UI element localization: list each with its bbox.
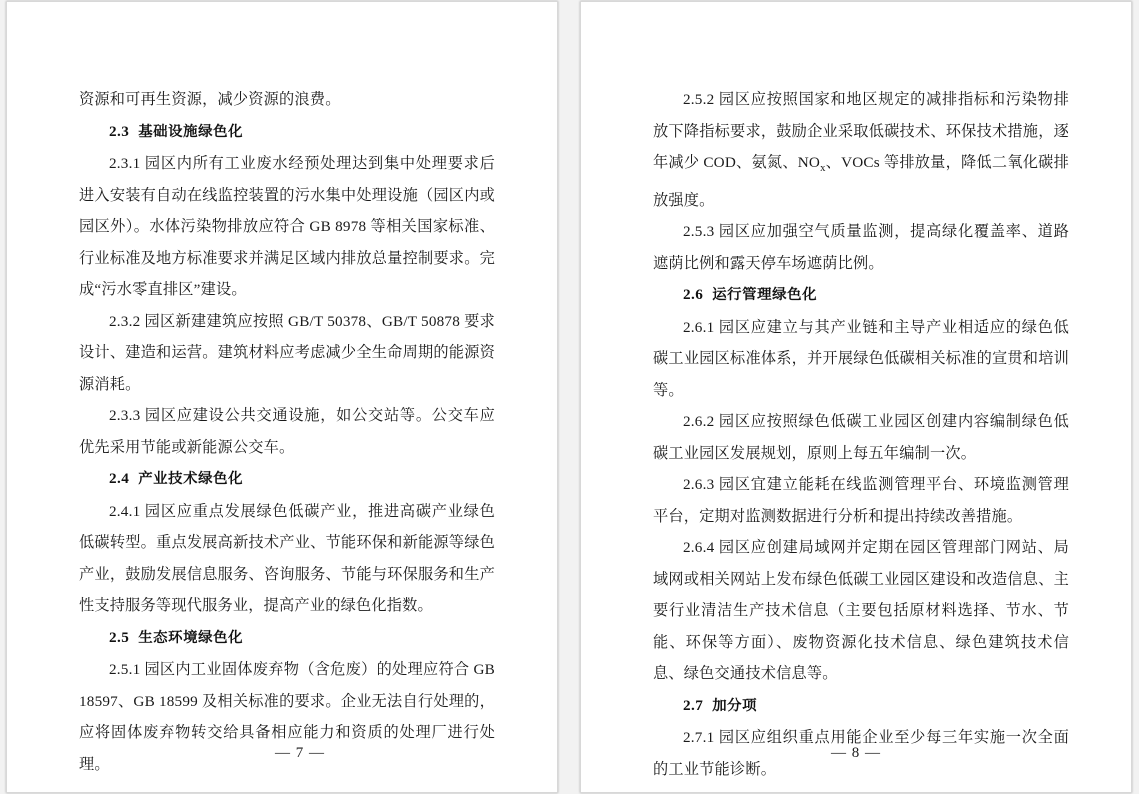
page-7-body — [79, 84, 495, 773]
paragraph: 2.4.1 园区应重点发展绿色低碳产业，推进高碳产业绿色低碳转型。重点发展高新技术产业、节能环保和新能源等绿色产业，鼓励发展信息服务、咨询服务、节能与环保服务和生产性支持服务等现代服务业，提高产业的绿色化指数。 — [79, 502, 495, 614]
section-heading-2-6 — [653, 279, 1069, 312]
section-heading-2-7 — [653, 690, 1069, 723]
paragraph: 2.7.1 园区应组织重点用能企业至少每三年实施一次全面的工业节能诊断。 — [653, 729, 1069, 778]
heading-title: 运行管理绿色化 — [712, 287, 818, 304]
paragraph: 2.6.4 园区应创建局域网并定期在园区管理部门网站、局域网或相关网站上发布绿色低碳工业园区建设和改造信息、主要行业清洁生产技术信息（主要包括原材料选择、节水、节能、环保等方面）、废物资源化技术信息、绿色建筑技术信息、绿色交通技术信息等。 — [653, 539, 1069, 683]
section-heading-2-3 — [79, 116, 495, 149]
paragraph: 2.3.1 园区内所有工业废水经预处理达到集中处理要求后进入安装有自动在线监控装置的污水集中处理设施（园区内或园区外）。水体污染物排放应符合 GB 8978 等相关国家标准、行业标准及地方标准要求并满足区域内排放总量控制要求。完成“污水零直排区”建设。 — [79, 155, 495, 298]
paragraph: 2.3.3 园区应建设公共交通设施，如公交站等。公交车应优先采用节能或新能源公交车。 — [79, 407, 495, 456]
heading-number: 2.6 — [683, 286, 704, 304]
paragraph: 2.3.2 园区新建建筑应按照 GB/T 50378、GB/T 50878 要求设计、建造和运营。建筑材料应考虑减少全生命周期的能源资源消耗。 — [79, 312, 495, 393]
document-page-7 — [6, 1, 558, 793]
paragraph: 2.5.1 园区内工业固体废弃物（含危废）的处理应符合 GB 18597、GB 18599 及相关标准的要求。企业无法自行处理的，应将固体废弃物转交给具备相应能力和资质的处理厂进行处理。 — [79, 661, 495, 773]
paragraph: 2.6.2 园区应按照绿色低碳工业园区创建内容编制绿色低碳工业园区发展规划，原则上每五年编制一次。 — [653, 413, 1069, 462]
heading-title: 生态环境绿色化 — [138, 629, 244, 646]
heading-number: 2.5 — [109, 628, 130, 646]
heading-number: 2.7 — [683, 696, 704, 714]
heading-number: 2.3 — [109, 122, 130, 140]
paragraph: 2.6.1 园区应建立与其产业链和主导产业相适应的绿色低碳工业园区标准体系，并开展绿色低碳相关标准的宣贯和培训等。 — [653, 318, 1069, 399]
paragraph: 2.6.3 园区宜建立能耗在线监测管理平台、环境监测管理平台，定期对监测数据进行分析和提出持续改善措施。 — [653, 476, 1069, 525]
page-number: — 8 — — [831, 745, 881, 761]
section-heading-2-4 — [79, 463, 495, 496]
paragraph: 2.5.3 园区应加强空气质量监测，提高绿化覆盖率、道路遮荫比例和露天停车场遮荫比例。 — [653, 223, 1069, 272]
paragraph: 2.5.2 园区应按照国家和地区规定的减排指标和污染物排放下降指标要求，鼓励企业采取低碳技术、环保技术措施，逐年减少 COD、氨氮、$NO_x$、VOCs 等排放量，降低二氧化碳排放强度。 — [653, 91, 1070, 209]
document-page-8 — [580, 1, 1132, 793]
heading-number: 2.4 — [109, 470, 130, 487]
heading-title: 基础设施绿色化 — [138, 123, 244, 140]
section-heading-2-5 — [79, 622, 495, 655]
page-number: — 7 — — [275, 745, 325, 761]
heading-title: 加分项 — [712, 697, 758, 714]
page-8-body — [653, 84, 1070, 778]
heading-title: 产业技术绿色化 — [138, 471, 244, 487]
paragraph: 资源和可再生资源，减少资源的浪费。 — [79, 91, 341, 108]
